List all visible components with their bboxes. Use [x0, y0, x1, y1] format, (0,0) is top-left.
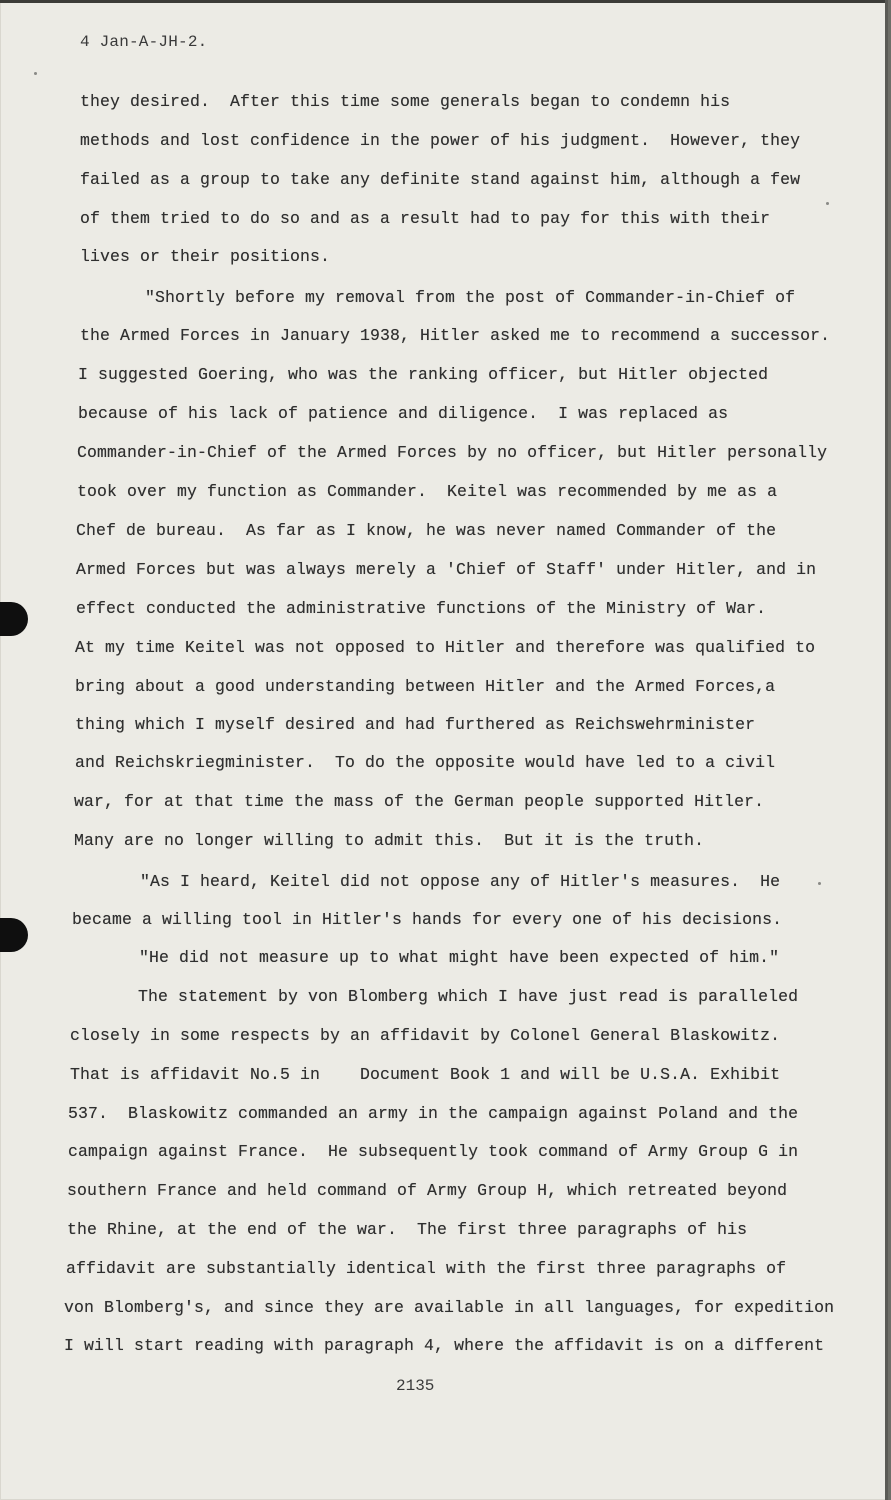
text-line: effect conducted the administrative functions of the Ministry of War. [76, 599, 767, 618]
text-line: war, for at that time the mass of the German people supported Hitler. [74, 792, 765, 811]
text-line: At my time Keitel was not opposed to Hitler and therefore was qualified to [75, 638, 816, 657]
punch-hole-upper [0, 602, 28, 636]
paper-speck [818, 882, 821, 885]
text-line: the Rhine, at the end of the war. The first three paragraphs of his [67, 1220, 748, 1239]
text-line: Commander-in-Chief of the Armed Forces by no officer, but Hitler personally [77, 443, 828, 462]
text-line: lives or their positions. [80, 247, 331, 266]
text-line: took over my function as Commander. Keitel was recommended by me as a [77, 482, 778, 501]
text-line: bring about a good understanding between Hitler and the Armed Forces,a [75, 677, 776, 696]
text-line: I suggested Goering, who was the ranking officer, but Hitler objected [78, 365, 769, 384]
text-line: von Blomberg's, and since they are available in all languages, for expedition [64, 1298, 835, 1317]
text-line: That is affidavit No.5 in Document Book 1 and will be U.S.A. Exhibit [70, 1065, 781, 1084]
text-line: closely in some respects by an affidavit by Colonel General Blaskowitz. [70, 1026, 781, 1045]
text-line: of them tried to do so and as a result had to pay for this with their [80, 209, 771, 228]
text-line: methods and lost confidence in the power of his judgment. However, they [80, 131, 801, 150]
text-line: campaign against France. He subsequently took command of Army Group G in [68, 1142, 799, 1161]
text-line: "He did not measure up to what might have been expected of him." [139, 948, 780, 967]
text-line: "Shortly before my removal from the post of Commander-in-Chief of [145, 288, 796, 307]
text-line: failed as a group to take any definite stand against him, although a few [80, 170, 801, 189]
paper-speck [34, 72, 37, 75]
text-line: affidavit are substantially identical with the first three paragraphs of [66, 1259, 787, 1278]
text-line: The statement by von Blomberg which I have just read is paralleled [138, 987, 799, 1006]
text-line: they desired. After this time some generals began to condemn his [80, 92, 731, 111]
text-line: Many are no longer willing to admit this. But it is the truth. [74, 831, 705, 850]
right-edge [885, 0, 888, 1500]
page-number: 2135 [396, 1377, 435, 1395]
text-line: 537. Blaskowitz commanded an army in the campaign against Poland and the [68, 1104, 799, 1123]
text-line: "As I heard, Keitel did not oppose any of Hitler's measures. He [140, 872, 781, 891]
text-line: southern France and held command of Army Group H, which retreated beyond [67, 1181, 788, 1200]
text-line: and Reichskriegminister. To do the opposite would have led to a civil [75, 753, 776, 772]
top-edge [0, 0, 888, 3]
text-line: the Armed Forces in January 1938, Hitler asked me to recommend a successor. [80, 326, 831, 345]
text-line: I will start reading with paragraph 4, where the affidavit is on a different [64, 1336, 825, 1355]
text-line: thing which I myself desired and had furthered as Reichswehrminister [75, 715, 756, 734]
text-line: Chef de bureau. As far as I know, he was never named Commander of the [76, 521, 777, 540]
page-reference: 4 Jan-A-JH-2. [80, 33, 208, 51]
punch-hole-lower [0, 918, 28, 952]
text-line: became a willing tool in Hitler's hands for every one of his decisions. [72, 910, 783, 929]
text-line: because of his lack of patience and diligence. I was replaced as [78, 404, 729, 423]
paper-speck [826, 202, 829, 205]
text-line: Armed Forces but was always merely a 'Chief of Staff' under Hitler, and in [76, 560, 817, 579]
